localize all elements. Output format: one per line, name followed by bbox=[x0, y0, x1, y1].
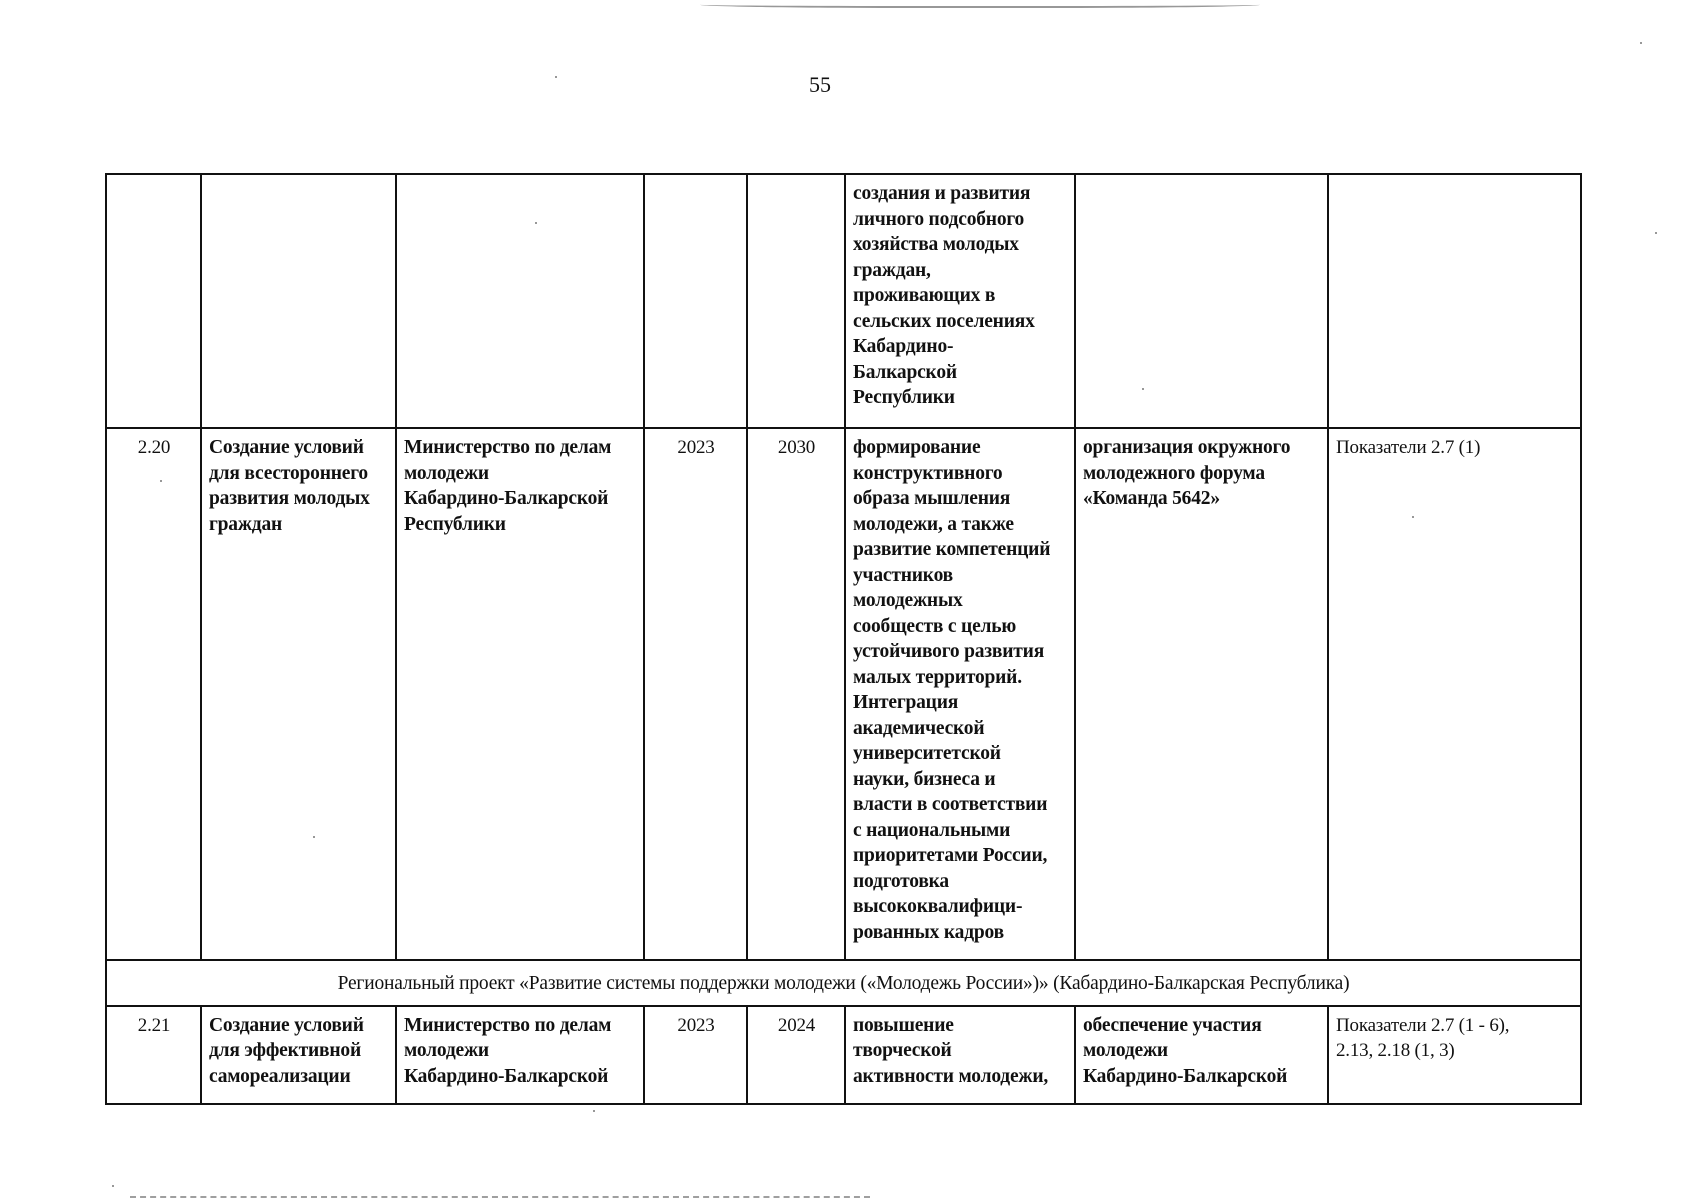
text-line: развитие компетенций bbox=[853, 539, 1051, 560]
executor-cell bbox=[396, 174, 644, 428]
speck bbox=[1142, 388, 1144, 390]
result-cell bbox=[845, 174, 1075, 428]
text-line: молодежи bbox=[1083, 1040, 1168, 1061]
activity-cell bbox=[1075, 174, 1328, 428]
row-number-cell: 2.21 bbox=[106, 1006, 201, 1104]
speck bbox=[593, 1110, 595, 1112]
text-line: самореализации bbox=[209, 1065, 351, 1087]
speck bbox=[313, 836, 315, 838]
text-line: Кабардино- bbox=[853, 336, 954, 357]
text-line: образа мышления bbox=[853, 488, 1011, 509]
table-row bbox=[106, 174, 1581, 428]
end-year-cell bbox=[747, 174, 845, 428]
text-line: приоритетами России, bbox=[853, 845, 1048, 866]
text-line: молодежи bbox=[404, 1040, 489, 1061]
text-line: Министерство по делам bbox=[404, 1014, 612, 1036]
text-line: хозяйства молодых bbox=[853, 234, 1019, 255]
text-line: для всестороннего bbox=[209, 462, 368, 484]
text-line: академической bbox=[853, 717, 985, 739]
scan-edge-top bbox=[700, 0, 1260, 8]
text-line: рованных кадров bbox=[853, 921, 1004, 943]
text-line: власти в соответствии bbox=[853, 794, 1048, 815]
speck bbox=[555, 76, 557, 78]
indicators-cell bbox=[1328, 174, 1581, 428]
activity-cell bbox=[1075, 428, 1328, 960]
text-line: подготовка bbox=[853, 870, 949, 892]
page-number: 55 bbox=[809, 72, 831, 97]
text-line: личного подсобного bbox=[853, 208, 1025, 230]
row-number-cell bbox=[106, 174, 201, 428]
name-cell bbox=[201, 428, 396, 960]
text-line: молодежи bbox=[404, 462, 489, 484]
text-line: организация окружного bbox=[1083, 437, 1291, 458]
end-year-cell: 2024 bbox=[747, 1006, 845, 1104]
text-line: творческой bbox=[853, 1040, 952, 1061]
text-line: Создание условий bbox=[209, 437, 364, 458]
table-row bbox=[106, 1006, 1581, 1104]
text-line: граждан bbox=[209, 513, 283, 535]
text-line: сельских поселениях bbox=[853, 310, 1035, 332]
text-line: развития молодых bbox=[209, 488, 370, 509]
text-line: обеспечение участия bbox=[1083, 1014, 1262, 1036]
text-line: молодежных bbox=[853, 590, 963, 611]
text-line: науки, бизнеса и bbox=[853, 768, 996, 790]
text-line: высококвалифици- bbox=[853, 896, 1023, 917]
text-line: малых территорий. bbox=[853, 666, 1022, 688]
text-line: Балкарской bbox=[853, 361, 957, 383]
text-line: Показатели 2.7 (1 - 6), bbox=[1336, 1014, 1510, 1036]
text-line: конструктивного bbox=[853, 462, 1003, 484]
name-cell bbox=[201, 174, 396, 428]
speck bbox=[1412, 516, 1414, 518]
project-title-row bbox=[106, 960, 1581, 1006]
speck bbox=[1655, 232, 1657, 234]
text-line: устойчивого развития bbox=[853, 641, 1045, 662]
project-title: Региональный проект «Развитие системы поддержки молодежи («Молодежь России»)» (Кабардино-Балкарская Республика) bbox=[106, 960, 1581, 1006]
text-line: проживающих в bbox=[853, 285, 996, 306]
text-line: «Команда 5642» bbox=[1083, 488, 1220, 509]
text-line: молодежи, а также bbox=[853, 513, 1014, 535]
speck bbox=[160, 480, 162, 482]
text-line: для эффективной bbox=[209, 1040, 361, 1061]
indicators-cell bbox=[1328, 1006, 1581, 1104]
start-year-cell: 2023 bbox=[644, 1006, 747, 1104]
start-year-cell: 2023 bbox=[644, 428, 747, 960]
text-line: Республики bbox=[853, 387, 955, 408]
text-line: Кабардино-Балкарской bbox=[404, 488, 609, 509]
table-row bbox=[106, 428, 1581, 960]
text-line: Создание условий bbox=[209, 1014, 364, 1036]
text-line: Кабардино-Балкарской bbox=[1083, 1065, 1288, 1087]
text-line: молодежного форума bbox=[1083, 462, 1265, 484]
text-line: активности молодежи, bbox=[853, 1065, 1049, 1087]
row-number-cell: 2.20 bbox=[106, 428, 201, 960]
text-line: Республики bbox=[404, 513, 506, 535]
text-line: участников bbox=[853, 564, 953, 586]
document-table bbox=[105, 173, 1582, 1105]
text-line: повышение bbox=[853, 1014, 954, 1036]
text-line: с национальными bbox=[853, 819, 1011, 841]
speck bbox=[112, 1185, 114, 1187]
text-line: Показатели 2.7 (1) bbox=[1336, 437, 1481, 458]
scan-edge-bottom bbox=[130, 1196, 870, 1198]
text-line: 2.13, 2.18 (1, 3) bbox=[1336, 1040, 1455, 1061]
result-cell bbox=[845, 428, 1075, 960]
text-line: университетской bbox=[853, 743, 1001, 764]
speck bbox=[1640, 42, 1642, 44]
activity-cell bbox=[1075, 1006, 1328, 1104]
executor-cell bbox=[396, 1006, 644, 1104]
indicators-cell bbox=[1328, 428, 1581, 960]
speck bbox=[535, 222, 537, 224]
result-cell bbox=[845, 1006, 1075, 1104]
text-line: Интеграция bbox=[853, 692, 959, 713]
text-line: Министерство по делам bbox=[404, 437, 612, 458]
start-year-cell bbox=[644, 174, 747, 428]
name-cell bbox=[201, 1006, 396, 1104]
executor-cell bbox=[396, 428, 644, 960]
text-line: граждан, bbox=[853, 259, 931, 281]
text-line: формирование bbox=[853, 437, 981, 458]
text-line: Кабардино-Балкарской bbox=[404, 1065, 609, 1087]
end-year-cell: 2030 bbox=[747, 428, 845, 960]
text-line: создания и развития bbox=[853, 183, 1031, 204]
text-line: сообществ с целью bbox=[853, 615, 1017, 637]
